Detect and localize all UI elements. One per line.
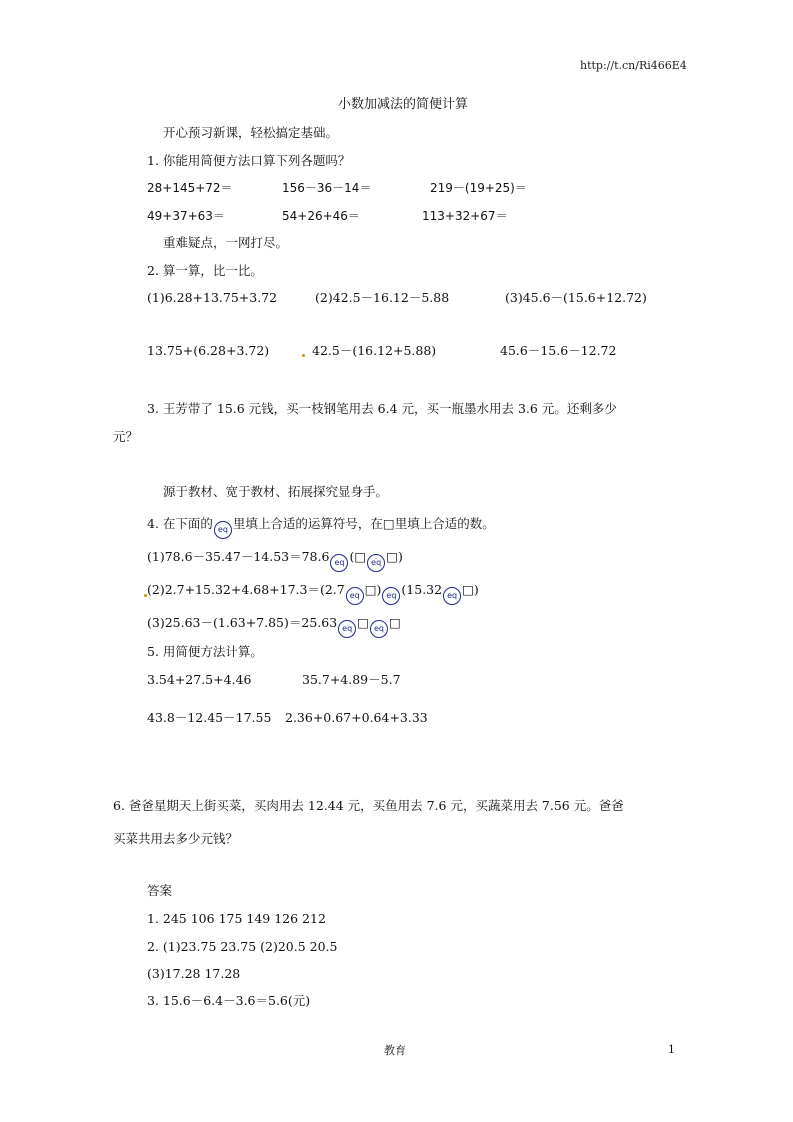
answer-1: 1. 245 106 175 149 126 212: [147, 911, 326, 926]
q4-prefix: 4. 在下面的: [147, 516, 213, 531]
operator-circle-icon: eq: [443, 587, 461, 605]
q4-1-part-a: (□: [349, 549, 367, 564]
q5-row2-b: 2.36+0.67+0.64+3.33: [285, 710, 428, 725]
answer-2b: (3)17.28 17.28: [147, 966, 241, 981]
q4-2-part-b: (15.32: [401, 582, 443, 597]
answer-3: 3. 15.6－6.4－3.6＝5.6(元): [147, 993, 311, 1008]
question-6-line1: 6. 爸爸星期天上街买菜，买肉用去 12.44 元，买鱼用去 7.6 元，买蔬菜用去 7.56 元。爸爸: [113, 798, 624, 813]
q4-2-part-c: □): [462, 582, 479, 597]
question-2: 2. 算一算，比一比。: [147, 263, 263, 278]
q2-row1-c: (3)45.6－(15.6+12.72): [505, 290, 647, 305]
q4-3-part-b: □: [388, 615, 401, 630]
q2-row2-b: 42.5－(16.12+5.88): [312, 343, 437, 358]
q5-row2-a: 43.8－12.45－17.55: [147, 710, 272, 725]
question-3-line1: 3. 王芳带了 15.6 元钱，买一枝钢笔用去 6.4 元，买一瓶墨水用去 3.6 元。还剩多少: [147, 401, 617, 416]
q1-row1-c: 219－(19+25)＝: [430, 181, 527, 195]
q4-3-expression: (3)25.63－(1.63+7.85)＝25.63: [147, 615, 338, 630]
operator-circle-icon: eq: [214, 521, 232, 539]
footer-label: 教育: [384, 1044, 406, 1057]
question-4: [147, 518, 495, 539]
q4-item-2: [147, 584, 479, 605]
q1-row2-b: 54+26+46＝: [282, 209, 360, 223]
section-heading-difficulty: 重难疑点，一网打尽。: [163, 235, 289, 250]
q4-1-expression: (1)78.6－35.47－14.53＝78.6: [147, 549, 330, 564]
header-url: http://t.cn/Ri466E4: [580, 59, 687, 72]
question-5: 5. 用简便方法计算。: [147, 644, 263, 659]
q2-row1-b: (2)42.5－16.12－5.88: [315, 290, 450, 305]
q4-item-3: [147, 617, 401, 638]
q1-row2-c: 113+32+67＝: [422, 209, 508, 223]
page-title: 小数加减法的简便计算: [338, 97, 469, 112]
operator-circle-icon: eq: [367, 554, 385, 572]
question-6-line2: 买菜共用去多少元钱？: [113, 831, 239, 846]
q4-suffix: 里填上合适的运算符号，在□里填上合适的数。: [232, 516, 495, 531]
section-heading-extension: 源于教材、宽于教材、拓展探究显身手。: [163, 484, 389, 499]
q5-row1-a: 3.54+27.5+4.46: [147, 672, 252, 687]
q4-2-part-a: □): [364, 582, 382, 597]
q2-row1-a: (1)6.28+13.75+3.72: [147, 290, 278, 305]
section-heading-preview: 开心预习新课，轻松搞定基础。: [163, 125, 339, 140]
q2-row2-c: 45.6－15.6－12.72: [500, 343, 617, 358]
q2-row2-a: 13.75+(6.28+3.72): [147, 343, 270, 358]
q4-1-part-b: □): [386, 549, 403, 564]
q4-item-1: [147, 551, 403, 572]
operator-circle-icon: eq: [346, 587, 364, 605]
operator-circle-icon: eq: [330, 554, 348, 572]
q1-row1-b: 156－36－14＝: [282, 181, 372, 195]
page-number: 1: [668, 1043, 675, 1056]
q1-row2-a: 49+37+63＝: [147, 209, 225, 223]
answers-heading: 答案: [147, 883, 173, 898]
question-1: 1. 你能用简便方法口算下列各题吗？: [147, 153, 351, 168]
q5-row1-b: 35.7+4.89－5.7: [302, 672, 401, 687]
q1-row1-a: 28+145+72＝: [147, 181, 233, 195]
answer-2a: 2. (1)23.75 23.75 (2)20.5 20.5: [147, 939, 338, 954]
operator-circle-icon: eq: [370, 620, 388, 638]
question-3-line2: 元？: [113, 429, 139, 444]
q4-2-expression: (2)2.7+15.32+4.68+17.3＝(2.7: [147, 582, 345, 597]
stray-mark: [144, 594, 147, 597]
q4-3-part-a: □: [357, 615, 369, 630]
stray-mark: [302, 354, 305, 357]
operator-circle-icon: eq: [382, 587, 400, 605]
operator-circle-icon: eq: [338, 620, 356, 638]
